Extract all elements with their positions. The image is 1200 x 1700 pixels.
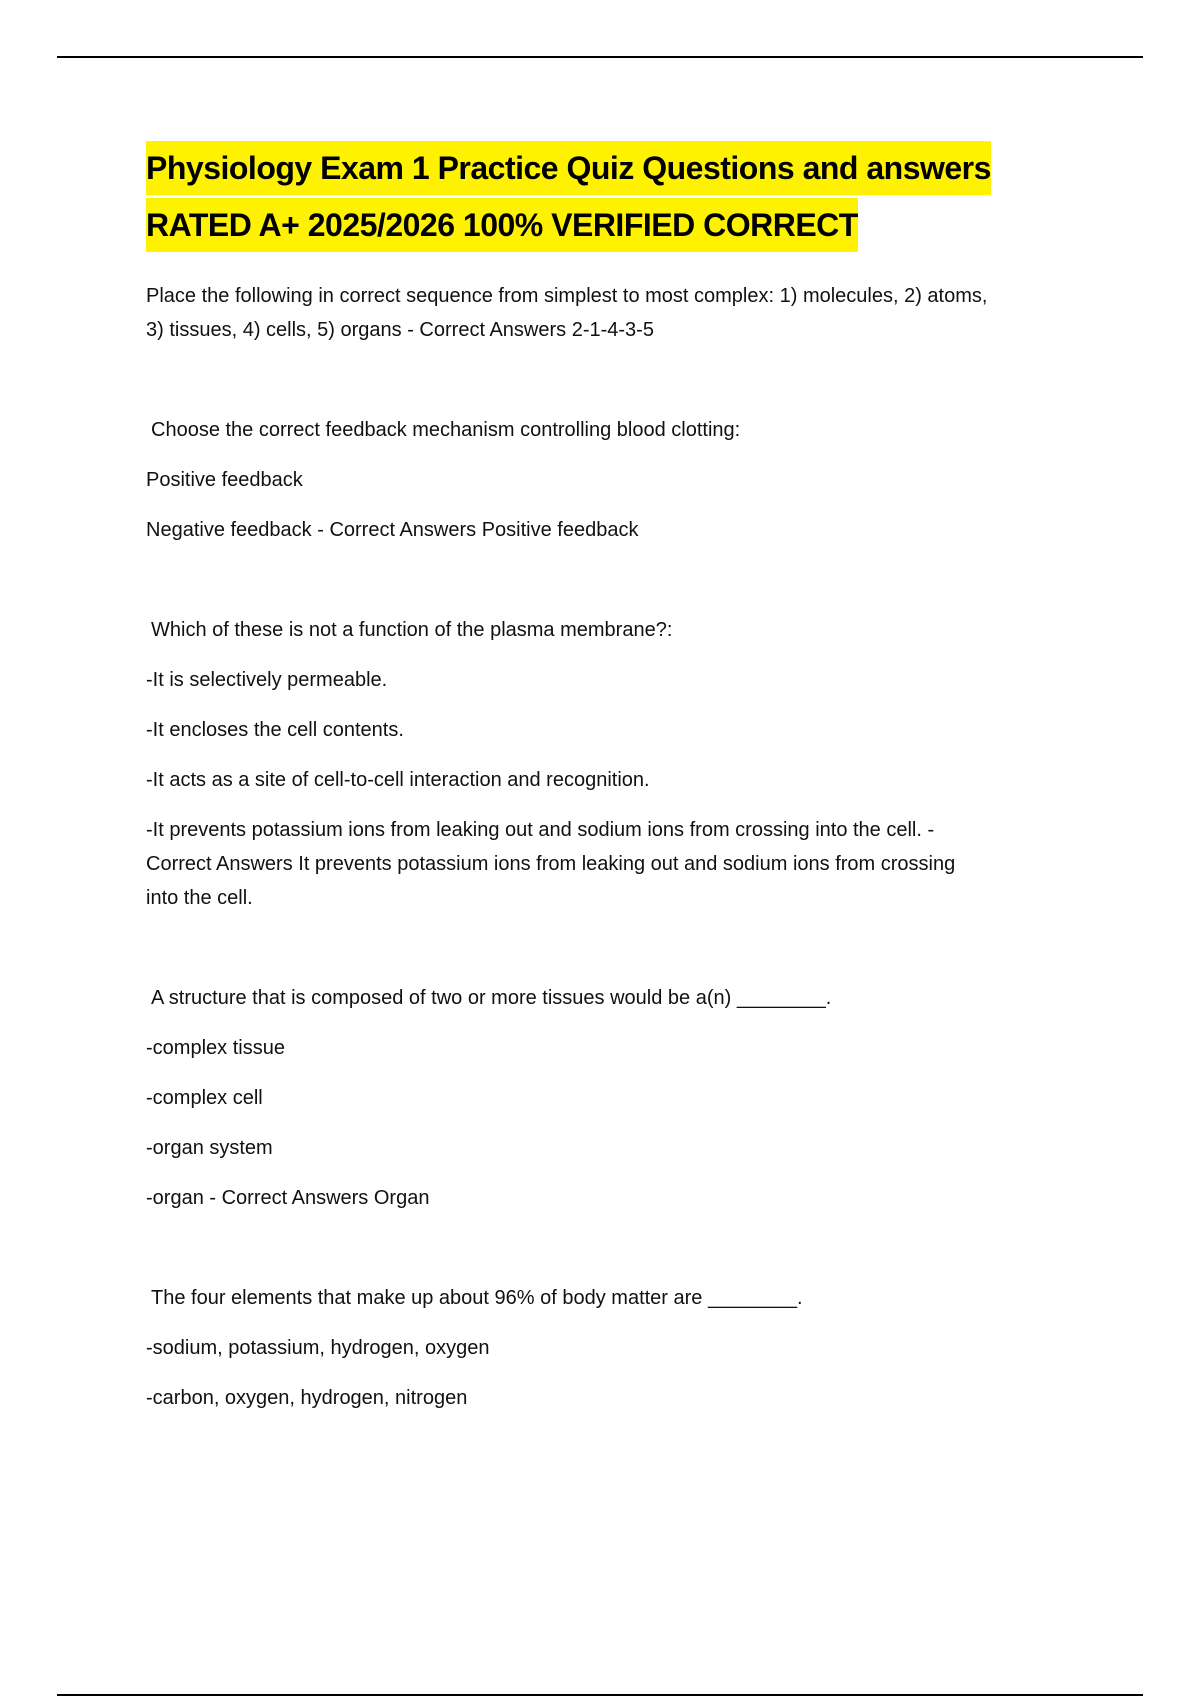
question-5-option-1: -sodium, potassium, hydrogen, oxygen <box>146 1337 490 1359</box>
question-3-option-4-line-3: into the cell. <box>146 887 253 909</box>
document-title <box>146 140 1086 254</box>
question-3-option-3: -It acts as a site of cell-to-cell interaction and recognition. <box>146 769 650 791</box>
question-4-option-3: -organ system <box>146 1137 273 1159</box>
question-4-option-1: -complex tissue <box>146 1037 285 1059</box>
question-5-option-2: -carbon, oxygen, hydrogen, nitrogen <box>146 1387 468 1409</box>
top-rule <box>57 56 1143 58</box>
title-line-1: Physiology Exam 1 Practice Quiz Questions and answers <box>146 141 991 195</box>
question-1-line-1: Place the following in correct sequence from simplest to most complex: 1) molecules, 2) atoms, <box>146 285 988 307</box>
question-4-option-4: -organ - Correct Answers Organ <box>146 1187 430 1209</box>
question-3-option-1: -It is selectively permeable. <box>146 669 388 691</box>
question-1 <box>146 279 1086 347</box>
question-3-text: Which of these is not a function of the plasma membrane?: <box>151 619 673 641</box>
question-4-text: A structure that is composed of two or more tissues would be a(n) ________. <box>151 987 832 1009</box>
question-4 <box>146 981 1086 1215</box>
question-2-option-1: Positive feedback <box>146 469 303 491</box>
question-1-line-2: 3) tissues, 4) cells, 5) organs - Correct Answers 2-1-4-3-5 <box>146 319 654 341</box>
question-2-option-2: Negative feedback - Correct Answers Positive feedback <box>146 519 639 541</box>
bottom-rule <box>57 1694 1143 1696</box>
question-5-text: The four elements that make up about 96% of body matter are ________. <box>151 1287 803 1309</box>
question-3-option-4-line-2: Correct Answers It prevents potassium ions from leaking out and sodium ions from crossing <box>146 853 956 875</box>
title-line-2: RATED A+ 2025/2026 100% VERIFIED CORRECT <box>146 198 858 252</box>
question-3 <box>146 613 1086 915</box>
question-4-option-2: -complex cell <box>146 1087 263 1109</box>
document-body <box>146 140 1086 1415</box>
question-3-option-4-line-1: -It prevents potassium ions from leaking out and sodium ions from crossing into the cell. - <box>146 819 935 841</box>
question-3-option-2: -It encloses the cell contents. <box>146 719 404 741</box>
question-2 <box>146 413 1086 547</box>
question-2-text: Choose the correct feedback mechanism controlling blood clotting: <box>151 419 741 441</box>
question-5 <box>146 1281 1086 1415</box>
